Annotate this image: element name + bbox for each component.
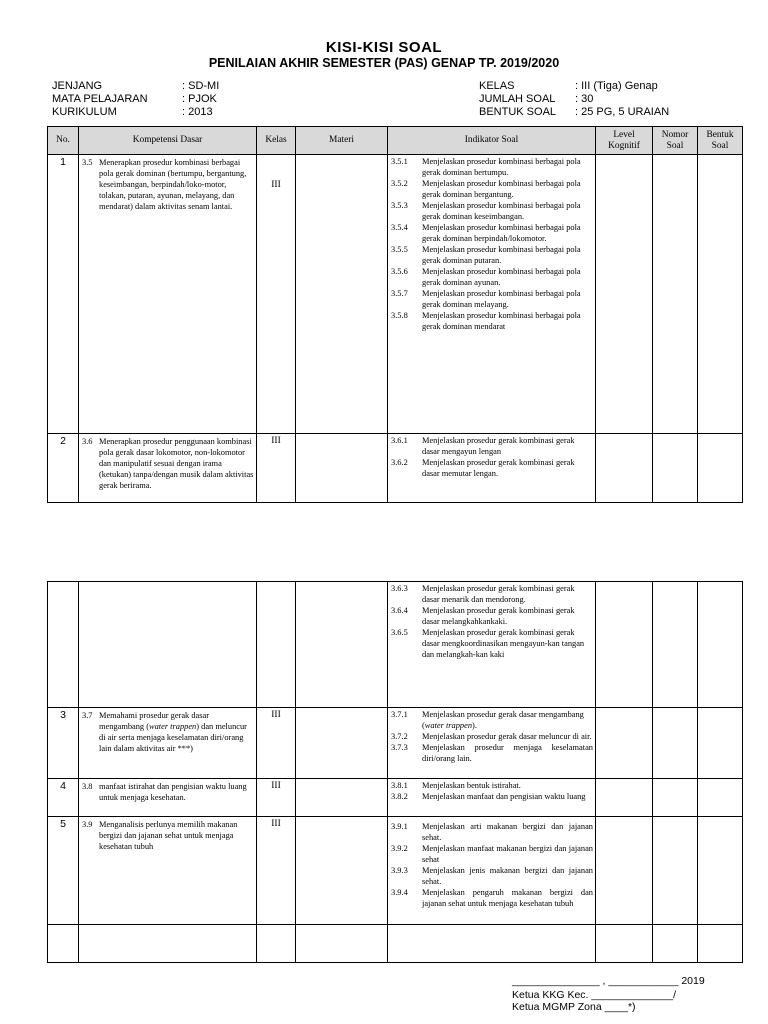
info-label: JUMLAH SOAL <box>479 93 556 105</box>
indicator-number: 3.5.4 <box>391 223 408 232</box>
empty-cell <box>79 925 257 963</box>
info-value: : III (Tiga) Genap <box>575 80 658 92</box>
indicator-text: Menjelaskan arti makanan bergizi dan jajanan sehat. <box>422 822 593 842</box>
row-materi <box>296 582 388 708</box>
info-left <box>52 80 219 119</box>
row-kompetensi-dasar <box>79 155 257 434</box>
kd-text-post: ) dan meluncur di air serta menjaga keselamatan diri/orang lain dalam aktivitas air ***) <box>99 722 247 753</box>
indicator-number: 3.5.5 <box>391 245 408 254</box>
indicator-text: Menjelaskan jenis makanan bergizi dan jajanan sehat. <box>422 866 593 886</box>
indicator-text: Menjelaskan prosedur kombinasi berbagai pola gerak dominan berpindah/lokomotor. <box>422 223 581 243</box>
indicator-text: Menjelaskan prosedur gerak dasar meluncur di air. <box>422 732 592 741</box>
indicator-text-emphasis: water trappen <box>424 721 473 730</box>
info-row-kurikulum <box>52 106 219 119</box>
signature-block <box>512 975 705 1013</box>
info-label: BENTUK SOAL <box>479 106 557 118</box>
indicator-text: Menjelaskan prosedur kombinasi berbagai pola gerak dominan keseimbangan. <box>422 201 581 221</box>
row-level-kognitif <box>596 708 653 779</box>
table-row <box>48 779 743 817</box>
row-level-kognitif <box>596 779 653 817</box>
header-materi: Materi <box>296 127 388 155</box>
indicator-text: Menjelaskan prosedur kombinasi berbagai pola gerak dominan mendarat <box>422 311 581 331</box>
row-no <box>48 582 79 708</box>
signature-ketua-kkg: Ketua KKG Kec. ______________/ <box>512 989 677 1001</box>
indicator-number: 3.7.2 <box>391 732 408 741</box>
header-nomor-soal <box>653 127 698 155</box>
indicator-item <box>388 791 593 802</box>
kd-text-pre: Memahami prosedur gerak dasar mengambang ( <box>99 711 209 731</box>
row-no: 3 <box>48 708 79 779</box>
indicator-text: Menjelaskan prosedur gerak kombinasi gerak dasar memutar lengan. <box>422 458 575 478</box>
indicator-number: 3.8.1 <box>391 781 408 790</box>
signature-date-line: _______________ , ____________ 2019 <box>512 975 705 987</box>
indicator-number: 3.8.2 <box>391 792 408 801</box>
indicator-item <box>388 266 593 288</box>
indicator-text: Menjelaskan prosedur gerak kombinasi gerak dasar melangkahkankaki. <box>422 606 575 626</box>
indicator-item <box>388 887 593 909</box>
info-right <box>479 80 669 119</box>
indicator-item <box>388 731 593 742</box>
row-no: 5 <box>48 817 79 925</box>
info-label: JENJANG <box>52 80 103 92</box>
indicator-text: Menjelaskan prosedur gerak kombinasi gerak dasar mengkoordinasikan mengayun-kan tangan dan melangkah-kan kaki <box>422 628 585 659</box>
row-no: 1 <box>48 155 79 434</box>
indicator-item <box>388 709 593 731</box>
page-subtitle: PENILAIAN AKHIR SEMESTER (PAS) GENAP TP. 2019/2020 <box>208 56 560 70</box>
row-nomor-soal <box>653 779 698 817</box>
indicator-item <box>388 583 593 605</box>
row-level-kognitif <box>596 817 653 925</box>
indicator-text: Menjelaskan bentuk istirahat. <box>422 781 521 790</box>
info-value: : PJOK <box>182 93 217 105</box>
indicator-number: 3.5.8 <box>391 311 408 320</box>
indicator-number: 3.6.4 <box>391 606 408 615</box>
row-no: 4 <box>48 779 79 817</box>
row-indikator <box>388 779 596 817</box>
row-level-kognitif <box>596 155 653 434</box>
row-nomor-soal <box>653 817 698 925</box>
empty-cell <box>653 925 698 963</box>
indicator-item <box>388 843 593 865</box>
row-indikator <box>388 708 596 779</box>
kd-number: 3.6 <box>82 437 93 446</box>
indicator-text: Menjelaskan prosedur menjaga keselamatan diri/orang lain. <box>422 743 593 763</box>
table-row <box>48 155 743 434</box>
row-bentuk-soal <box>698 779 743 817</box>
row-nomor-soal <box>653 434 698 503</box>
indicator-number: 3.6.3 <box>391 584 408 593</box>
row-level-kognitif <box>596 434 653 503</box>
indicator-number: 3.9.3 <box>391 866 408 875</box>
indicator-item <box>388 288 593 310</box>
indicator-number: 3.5.7 <box>391 289 408 298</box>
kisi-table-2 <box>47 581 743 963</box>
indicator-number: 3.9.1 <box>391 822 408 831</box>
row-kelas: III <box>257 817 296 925</box>
kd-number: 3.9 <box>82 820 93 829</box>
kd-text: Menerapkan prosedur kombinasi berbagai pola gerak dominan (bertumpu, bergantung, keseimbangan, berpindah/loko-motor, tolakan, putaran, ayunan, melayang, dan mendarat) dalam aktivitas senam lantai. <box>99 158 247 211</box>
row-bentuk-soal <box>698 155 743 434</box>
indicator-item <box>388 821 593 843</box>
indicator-text: Menjelaskan prosedur kombinasi berbagai pola gerak dominan melayang. <box>422 289 581 309</box>
indicator-item <box>388 222 593 244</box>
empty-cell <box>296 925 388 963</box>
indicator-text-pre: Menjelaskan prosedur gerak dasar mengambang ( <box>422 710 584 730</box>
row-bentuk-soal <box>698 582 743 708</box>
indicator-item <box>388 156 593 178</box>
indicator-text: Menjelaskan manfaat dan pengisian waktu luang <box>422 792 586 801</box>
indicator-number: 3.7.3 <box>391 743 408 752</box>
row-bentuk-soal <box>698 708 743 779</box>
row-kelas: III <box>257 708 296 779</box>
row-materi <box>296 708 388 779</box>
indicator-item <box>388 605 593 627</box>
info-label: KURIKULUM <box>52 106 117 118</box>
row-materi <box>296 779 388 817</box>
indicator-number: 3.6.5 <box>391 628 408 637</box>
empty-cell <box>698 925 743 963</box>
header-kompetensi-dasar: Kompetensi Dasar <box>79 127 257 155</box>
indicator-number: 3.7.1 <box>391 710 408 719</box>
info-row-kelas <box>479 80 669 93</box>
header-indikator: Indikator Soal <box>388 127 596 155</box>
indicator-text: Menjelaskan manfaat makanan bergizi dan jajanan sehat <box>422 844 593 864</box>
row-bentuk-soal <box>698 434 743 503</box>
header-level-kognitif <box>596 127 653 155</box>
header-kelas: Kelas <box>257 127 296 155</box>
indicator-text: Menjelaskan prosedur kombinasi berbagai pola gerak dominan bergantung. <box>422 179 581 199</box>
table-header-row <box>48 127 743 155</box>
empty-cell <box>257 925 296 963</box>
header-bentuk-line1: Bentuk <box>706 129 734 140</box>
row-no: 2 <box>48 434 79 503</box>
empty-cell <box>48 925 79 963</box>
indicator-number: 3.9.4 <box>391 888 408 897</box>
row-kelas: III <box>257 779 296 817</box>
header-bentuk-line2: Soal <box>711 140 729 151</box>
indicator-number: 3.5.1 <box>391 157 408 166</box>
header-bentuk-soal <box>698 127 743 155</box>
table-row <box>48 582 743 708</box>
indicator-item <box>388 627 593 660</box>
indicator-text: Menjelaskan prosedur kombinasi berbagai pola gerak dominan bertumpu. <box>422 157 581 177</box>
indicator-number: 3.5.6 <box>391 267 408 276</box>
info-row-jenjang <box>52 80 219 93</box>
kd-number: 3.8 <box>82 782 93 791</box>
kd-text-emphasis: water trappen <box>149 722 197 731</box>
row-indikator <box>388 155 596 434</box>
row-kompetensi-dasar <box>79 779 257 817</box>
row-level-kognitif <box>596 582 653 708</box>
row-materi <box>296 155 388 434</box>
indicator-item <box>388 742 593 764</box>
header-nomor-line2: Soal <box>666 140 684 151</box>
row-kompetensi-dasar <box>79 434 257 503</box>
row-bentuk-soal <box>698 817 743 925</box>
kd-text: manfaat istirahat dan pengisian waktu luang untuk menjaga kesehatan. <box>99 782 247 802</box>
row-kompetensi-dasar <box>79 817 257 925</box>
signature-ketua-mgmp: Ketua MGMP Zona ____*) <box>512 1001 636 1013</box>
kd-number: 3.7 <box>82 711 93 720</box>
indicator-item <box>388 780 593 791</box>
row-kelas: III <box>257 155 296 434</box>
header-level-line1: Level <box>613 129 635 140</box>
indicator-text: Menjelaskan prosedur gerak kombinasi gerak dasar mengayun lengan <box>422 436 575 456</box>
indicator-item <box>388 200 593 222</box>
info-label: KELAS <box>479 80 515 92</box>
row-indikator <box>388 817 596 925</box>
kd-text: Menerapkan prosedur penggunaan kombinasi pola gerak dasar lokomotor, non-lokomotor dan manipulatif sesuai dengan irama (ketukan) tanpa/dengan musik dalam aktivitas gerak berirama. <box>99 437 254 490</box>
row-nomor-soal <box>653 582 698 708</box>
row-materi <box>296 817 388 925</box>
indicator-item <box>388 435 593 457</box>
info-row-bentuk <box>479 106 669 119</box>
table-row <box>48 708 743 779</box>
row-materi <box>296 434 388 503</box>
indicator-item <box>388 865 593 887</box>
indicator-text: Menjelaskan prosedur kombinasi berbagai pola gerak dominan ayunan. <box>422 267 581 287</box>
row-kelas <box>257 582 296 708</box>
row-indikator <box>388 434 596 503</box>
table-row-empty <box>48 925 743 963</box>
indicator-item <box>388 244 593 266</box>
info-value: : 25 PG, 5 URAIAN <box>575 106 670 118</box>
page-title: KISI-KISI SOAL <box>325 39 443 56</box>
indicator-number: 3.5.2 <box>391 179 408 188</box>
header-level-line2: Kognitif <box>608 140 640 151</box>
indicator-text: Menjelaskan prosedur gerak kombinasi gerak dasar menarik dan mendorong. <box>422 584 575 604</box>
header-no: No. <box>48 127 79 155</box>
indicator-number: 3.6.2 <box>391 458 408 467</box>
kd-text: Menganalisis perlunya memilih makanan bergizi dan jajanan sehat untuk menjaga kesehatan tubuh <box>99 820 238 851</box>
indicator-text: Menjelaskan pengaruh makanan bergizi dan jajanan sehat untuk menjaga kesehatan tubuh <box>422 888 593 908</box>
row-kompetensi-dasar <box>79 708 257 779</box>
indicator-item <box>388 178 593 200</box>
info-value: : 2013 <box>182 106 213 118</box>
info-value: : SD-MI <box>182 80 220 92</box>
info-label: MATA PELAJARAN <box>52 93 148 105</box>
kisi-table-1 <box>47 126 743 503</box>
indicator-item <box>388 457 593 479</box>
header-nomor-line1: Nomor <box>661 129 689 140</box>
row-kelas: III <box>257 434 296 503</box>
empty-cell <box>596 925 653 963</box>
row-nomor-soal <box>653 155 698 434</box>
info-row-jumlah <box>479 93 669 106</box>
row-kompetensi-dasar <box>79 582 257 708</box>
row-nomor-soal <box>653 708 698 779</box>
table-row <box>48 434 743 503</box>
info-row-mapel <box>52 93 219 106</box>
info-value: : 30 <box>575 93 594 105</box>
indicator-number: 3.5.3 <box>391 201 408 210</box>
indicator-item <box>388 310 593 332</box>
table-row <box>48 817 743 925</box>
indicator-text-post: ). <box>472 721 477 730</box>
indicator-text: Menjelaskan prosedur kombinasi berbagai pola gerak dominan putaran. <box>422 245 581 265</box>
indicator-number: 3.6.1 <box>391 436 408 445</box>
indicator-number: 3.9.2 <box>391 844 408 853</box>
row-indikator <box>388 582 596 708</box>
kd-number: 3.5 <box>82 158 93 167</box>
empty-cell <box>388 925 596 963</box>
